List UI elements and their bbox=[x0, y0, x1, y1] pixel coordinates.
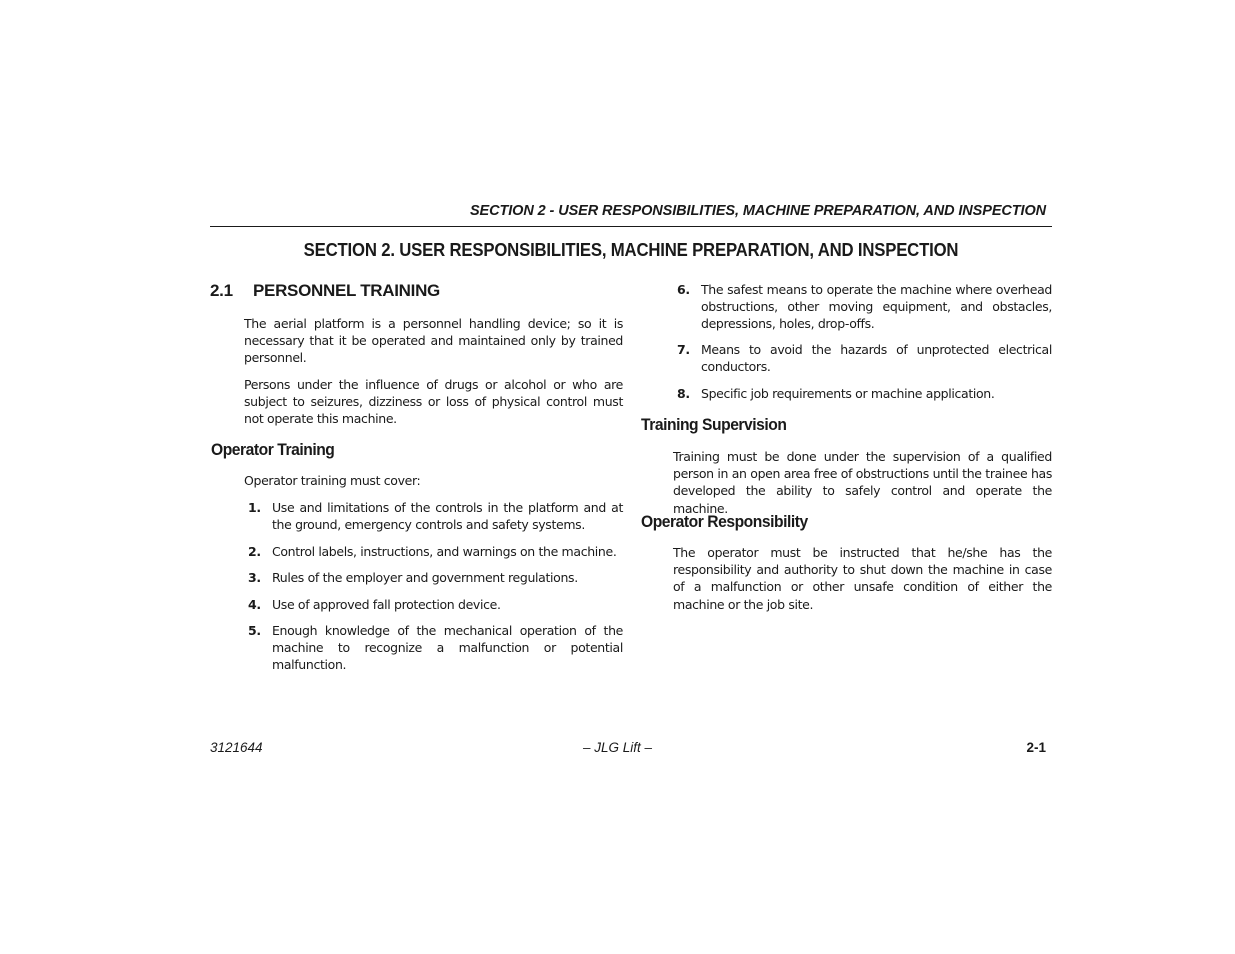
personnel-training-paragraph-2: Persons under the influence of drugs or alcohol or who are subject to seizures, dizziness or loss of physical control must not operate this machine. bbox=[244, 377, 623, 427]
list-item-text: Use and limitations of the controls in the platform and at the ground, emergency controls and safety systems. bbox=[272, 500, 623, 533]
list-item-text: The safest means to operate the machine where overhead obstructions, other moving equipment, and obstacles, depressions, holes, drop-offs. bbox=[701, 282, 1052, 332]
list-item-text: Enough knowledge of the mechanical operation of the machine to recognize a malfunction or potential malfunction. bbox=[272, 623, 623, 673]
list-item-number: 5. bbox=[248, 623, 261, 638]
heading-number: 2.1 bbox=[210, 281, 233, 300]
list-item-number: 1. bbox=[248, 500, 261, 515]
footer-doc-number: 3121644 bbox=[210, 740, 263, 755]
list-item-number: 3. bbox=[248, 570, 261, 585]
operator-training-intro: Operator training must cover: bbox=[244, 473, 421, 488]
list-item bbox=[677, 281, 1052, 335]
operator-training-heading: Operator Training bbox=[211, 440, 335, 459]
list-item-number: 6. bbox=[677, 282, 690, 297]
list-item-text: Rules of the employer and government regulations. bbox=[272, 570, 578, 585]
list-item-text: Control labels, instructions, and warnings on the machine. bbox=[272, 544, 617, 559]
heading-text: PERSONNEL TRAINING bbox=[253, 281, 440, 300]
list-item-number: 2. bbox=[248, 544, 261, 559]
section-title: SECTION 2. USER RESPONSIBILITIES, MACHINE PREPARATION, AND INSPECTION bbox=[303, 240, 959, 260]
operator-responsibility-paragraph: The operator must be instructed that he/she has the responsibility and authority to shut down the machine in case of a malfunction or other unsafe condition of either the machine or the job site. bbox=[673, 545, 1052, 612]
personnel-training-heading bbox=[210, 281, 440, 301]
header-rule bbox=[210, 226, 1052, 227]
training-supervision-paragraph: Training must be done under the supervision of a qualified person in an open area free of obstructions until the trainee has developed the ability to safely control and operate the machine. bbox=[673, 449, 1052, 516]
personnel-training-paragraph-1: The aerial platform is a personnel handling device; so it is necessary that it be operated and maintained only by trained personnel. bbox=[244, 316, 623, 366]
training-supervision-heading: Training Supervision bbox=[641, 415, 787, 434]
list-item bbox=[248, 596, 623, 614]
list-item bbox=[248, 622, 623, 676]
running-head: SECTION 2 - USER RESPONSIBILITIES, MACHINE PREPARATION, AND INSPECTION bbox=[469, 203, 1046, 219]
operator-responsibility-heading: Operator Responsibility bbox=[641, 512, 808, 531]
list-item-text: Use of approved fall protection device. bbox=[272, 597, 501, 612]
footer-center: – JLG Lift – bbox=[582, 740, 653, 755]
footer-page-number: 2-1 bbox=[1026, 740, 1046, 755]
list-item-number: 4. bbox=[248, 597, 261, 612]
list-item bbox=[248, 499, 623, 535]
list-item bbox=[677, 385, 1052, 403]
list-item-text: Means to avoid the hazards of unprotected electrical conductors. bbox=[701, 342, 1052, 375]
list-item-number: 7. bbox=[677, 342, 690, 357]
list-item-text: Specific job requirements or machine application. bbox=[701, 386, 995, 401]
list-item-number: 8. bbox=[677, 386, 690, 401]
list-item bbox=[248, 569, 623, 587]
list-item bbox=[677, 341, 1052, 377]
list-item bbox=[248, 543, 623, 561]
